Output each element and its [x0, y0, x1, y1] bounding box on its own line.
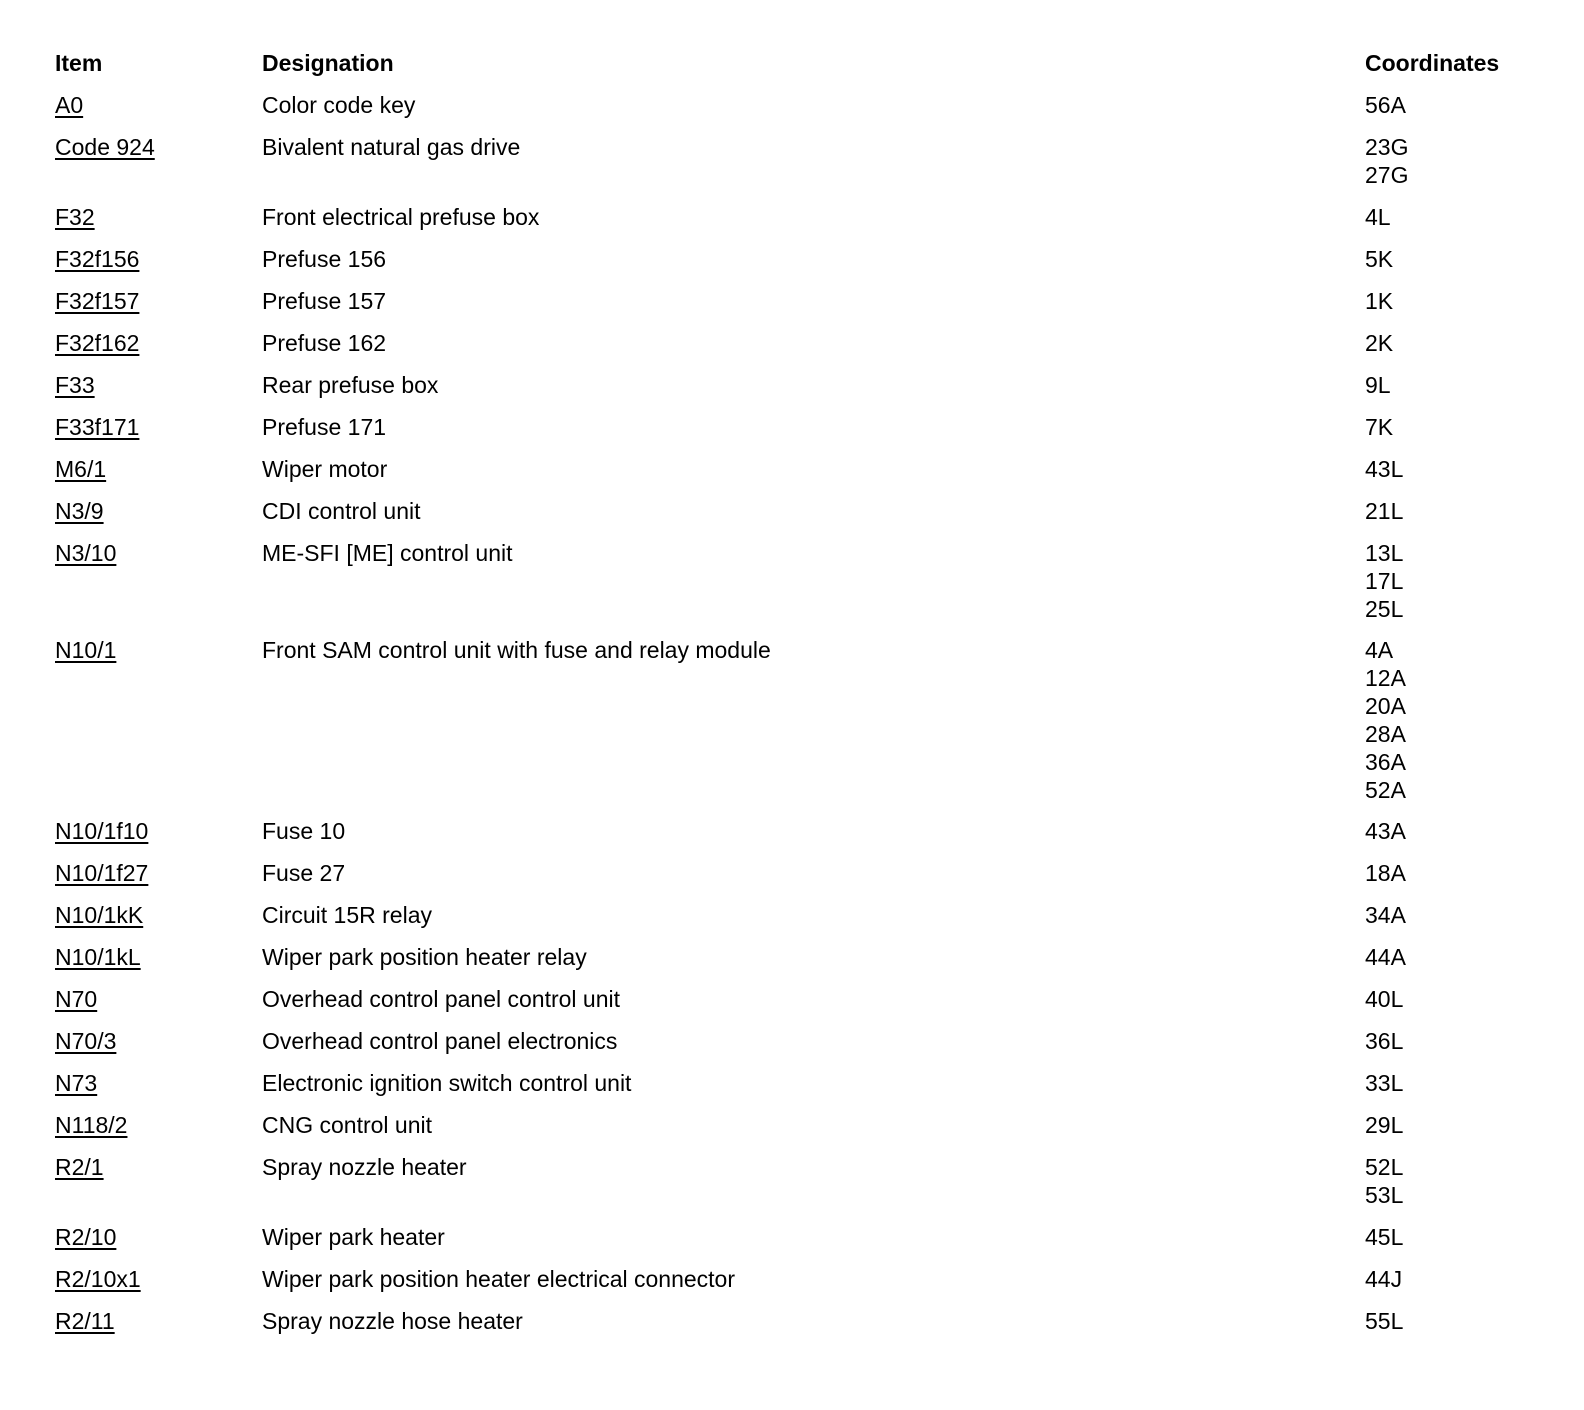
coordinate-value: 20A: [1365, 693, 1406, 719]
designation-cell: Prefuse 162: [262, 330, 387, 356]
table-row: [55, 1150, 1545, 1220]
table-row: [55, 536, 1545, 633]
item-cell: [55, 1108, 262, 1139]
coordinates-cell: [1365, 130, 1545, 189]
table-row: [55, 1108, 1545, 1150]
item-link[interactable]: R2/1: [55, 1154, 104, 1180]
coordinate-value: 45L: [1365, 1224, 1404, 1250]
header-coordinates: Coordinates: [1365, 50, 1500, 76]
designation-cell: Wiper park position heater electrical connector: [262, 1266, 736, 1292]
designation-cell: Color code key: [262, 92, 416, 118]
coordinate-value: 36L: [1365, 1028, 1404, 1054]
designation-cell: Prefuse 156: [262, 246, 387, 272]
coordinate-value: 28A: [1365, 721, 1406, 747]
item-cell: [55, 368, 262, 399]
table-row: [55, 1304, 1545, 1346]
table-header-row: [55, 45, 1545, 88]
coordinates-cell: [1365, 1108, 1545, 1139]
item-cell: [55, 1150, 262, 1181]
coordinates-cell: [1365, 1150, 1545, 1209]
designation-cell: CDI control unit: [262, 498, 421, 524]
coordinate-value: 18A: [1365, 860, 1406, 886]
item-link[interactable]: F32f157: [55, 288, 140, 314]
item-link[interactable]: F33: [55, 372, 95, 398]
table-row: [55, 130, 1545, 200]
item-cell: [55, 410, 262, 441]
table-row: [55, 242, 1545, 284]
coordinate-value: 23G: [1365, 134, 1409, 160]
coordinate-value: 17L: [1365, 568, 1404, 594]
item-cell: [55, 1220, 262, 1251]
coordinate-value: 40L: [1365, 986, 1404, 1012]
designation-cell: Rear prefuse box: [262, 372, 439, 398]
item-link[interactable]: F32f156: [55, 246, 140, 272]
item-link[interactable]: F32f162: [55, 330, 140, 356]
coordinate-value: 7K: [1365, 414, 1394, 440]
designation-cell: Circuit 15R relay: [262, 902, 432, 928]
coordinates-cell: [1365, 410, 1545, 441]
item-link[interactable]: N3/10: [55, 540, 117, 566]
table-row: [55, 410, 1545, 452]
table-row: [55, 814, 1545, 856]
coordinate-value: 55L: [1365, 1308, 1404, 1334]
designation-cell: Overhead control panel control unit: [262, 986, 620, 1012]
coordinate-value: 52L: [1365, 1154, 1404, 1180]
table-row: [55, 1024, 1545, 1066]
coordinates-cell: [1365, 940, 1545, 971]
item-link[interactable]: R2/10: [55, 1224, 117, 1250]
coordinate-value: 43A: [1365, 818, 1406, 844]
designation-cell: Front SAM control unit with fuse and relay module: [262, 637, 771, 663]
item-cell: [55, 200, 262, 231]
coordinate-value: 33L: [1365, 1070, 1404, 1096]
item-cell: [55, 633, 262, 664]
coordinate-value: 34A: [1365, 902, 1406, 928]
table-row: [55, 1262, 1545, 1304]
coordinate-value: 9L: [1365, 372, 1391, 398]
header-designation: Designation: [262, 50, 394, 76]
item-cell: [55, 130, 262, 161]
coordinate-value: 27G: [1365, 162, 1409, 188]
item-cell: [55, 982, 262, 1013]
designation-cell: Fuse 10: [262, 818, 346, 844]
header-item: Item: [55, 50, 103, 76]
coordinates-cell: [1365, 898, 1545, 929]
table-row: [55, 856, 1545, 898]
table-body: [55, 88, 1545, 1346]
coordinate-value: 36A: [1365, 749, 1406, 775]
designation-cell: Wiper park heater: [262, 1224, 445, 1250]
table-row: [55, 326, 1545, 368]
item-cell: [55, 940, 262, 971]
coordinate-value: 44J: [1365, 1266, 1403, 1292]
coordinates-cell: [1365, 242, 1545, 273]
item-link[interactable]: R2/11: [55, 1308, 115, 1334]
coordinate-value: 4L: [1365, 204, 1391, 230]
item-cell: [55, 898, 262, 929]
designation-cell: Fuse 27: [262, 860, 346, 886]
item-link[interactable]: N73: [55, 1070, 98, 1096]
item-cell: [55, 494, 262, 525]
coordinates-cell: [1365, 536, 1545, 623]
coordinates-cell: [1365, 368, 1545, 399]
item-cell: [55, 856, 262, 887]
item-link[interactable]: N70/3: [55, 1028, 117, 1054]
designation-cell: Electronic ignition switch control unit: [262, 1070, 632, 1096]
coordinates-cell: [1365, 633, 1545, 804]
designation-cell: Overhead control panel electronics: [262, 1028, 618, 1054]
coordinates-cell: [1365, 1066, 1545, 1097]
coordinates-cell: [1365, 326, 1545, 357]
item-cell: [55, 284, 262, 315]
table-row: [55, 200, 1545, 242]
designation-cell: Front electrical prefuse box: [262, 204, 540, 230]
designation-cell: Prefuse 157: [262, 288, 387, 314]
coordinates-cell: [1365, 1304, 1545, 1335]
item-cell: [55, 1066, 262, 1097]
item-link[interactable]: A0: [55, 92, 84, 118]
item-link[interactable]: N70: [55, 986, 98, 1012]
coordinates-cell: [1365, 284, 1545, 315]
coordinate-value: 53L: [1365, 1182, 1404, 1208]
item-link[interactable]: F32: [55, 204, 95, 230]
coordinate-value: 12A: [1365, 665, 1406, 691]
designation-cell: Prefuse 171: [262, 414, 387, 440]
designation-cell: Spray nozzle hose heater: [262, 1308, 523, 1334]
designation-cell: ME-SFI [ME] control unit: [262, 540, 513, 566]
designation-cell: Spray nozzle heater: [262, 1154, 467, 1180]
table-row: [55, 494, 1545, 536]
designation-cell: Wiper motor: [262, 456, 388, 482]
designation-cell: Wiper park position heater relay: [262, 944, 587, 970]
coordinates-cell: [1365, 982, 1545, 1013]
coordinate-value: 56A: [1365, 92, 1406, 118]
table-row: [55, 940, 1545, 982]
item-cell: [55, 452, 262, 483]
item-link[interactable]: N118/2: [55, 1112, 128, 1138]
table-row: [55, 368, 1545, 410]
component-legend-table: [55, 45, 1545, 1346]
item-cell: [55, 326, 262, 357]
coordinates-cell: [1365, 856, 1545, 887]
table-row: [55, 1066, 1545, 1108]
item-cell: [55, 1262, 262, 1293]
coordinates-cell: [1365, 1024, 1545, 1055]
item-link[interactable]: F33f171: [55, 414, 140, 440]
item-link[interactable]: N10/1kL: [55, 944, 141, 970]
item-cell: [55, 242, 262, 273]
coordinates-cell: [1365, 1262, 1545, 1293]
coordinate-value: 13L: [1365, 540, 1404, 566]
coordinate-value: 25L: [1365, 596, 1404, 622]
table-row: [55, 633, 1545, 814]
designation-cell: CNG control unit: [262, 1112, 433, 1138]
coordinate-value: 1K: [1365, 288, 1394, 314]
coordinate-value: 4A: [1365, 637, 1394, 663]
item-link[interactable]: R2/10x1: [55, 1266, 141, 1292]
coordinate-value: 5K: [1365, 246, 1394, 272]
coordinate-value: 29L: [1365, 1112, 1404, 1138]
item-link[interactable]: Code 924: [55, 134, 155, 160]
item-cell: [55, 1304, 262, 1335]
coordinates-cell: [1365, 1220, 1545, 1251]
coordinate-value: 2K: [1365, 330, 1394, 356]
item-link[interactable]: M6/1: [55, 456, 107, 482]
table-row: [55, 284, 1545, 326]
coordinate-value: 52A: [1365, 777, 1406, 803]
item-link[interactable]: N10/1: [55, 637, 117, 663]
coordinate-value: 21L: [1365, 498, 1404, 524]
designation-cell: Bivalent natural gas drive: [262, 134, 521, 160]
item-link[interactable]: N10/1kK: [55, 902, 144, 928]
item-link[interactable]: N10/1f27: [55, 860, 149, 886]
table-row: [55, 1220, 1545, 1262]
coordinates-cell: [1365, 814, 1545, 845]
coordinates-cell: [1365, 200, 1545, 231]
item-link[interactable]: N3/9: [55, 498, 104, 524]
table-row: [55, 898, 1545, 940]
coordinates-cell: [1365, 452, 1545, 483]
table-row: [55, 982, 1545, 1024]
item-cell: [55, 88, 262, 119]
coordinate-value: 43L: [1365, 456, 1404, 482]
coordinates-cell: [1365, 88, 1545, 119]
item-cell: [55, 814, 262, 845]
coordinates-cell: [1365, 494, 1545, 525]
item-cell: [55, 536, 262, 567]
coordinate-value: 44A: [1365, 944, 1406, 970]
item-cell: [55, 1024, 262, 1055]
item-link[interactable]: N10/1f10: [55, 818, 149, 844]
table-row: [55, 88, 1545, 130]
table-row: [55, 452, 1545, 494]
